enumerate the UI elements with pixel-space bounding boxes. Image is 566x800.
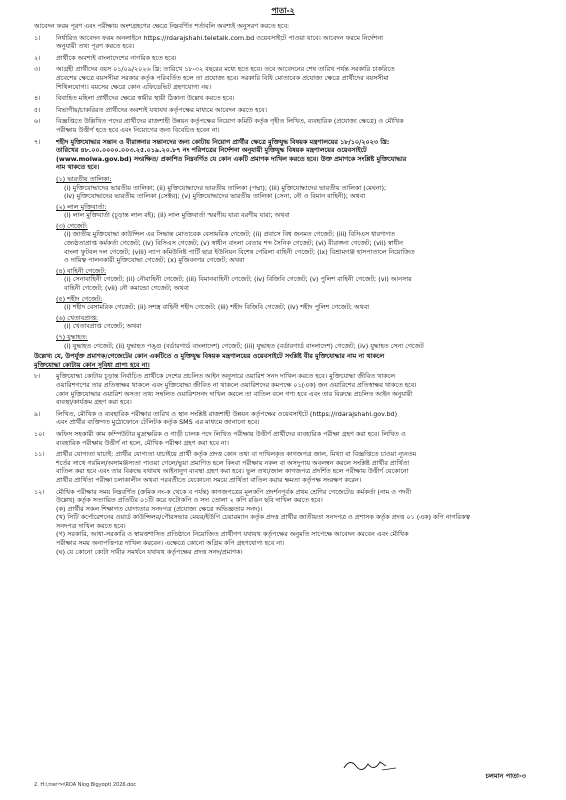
item-text	[56, 430, 534, 447]
subsection-line: (i) সেনাবাহিনী গেজেট; (ii) নৌবাহিনী গেজেট; (iii) বিমানবাহিনী গেজেট; (iv) বিজিবি গেজেট; (v) পুলিশ বাহিনী গেজেট; (vi) আনসার	[64, 275, 412, 284]
subsection-line: বাহিনী গেজেট; (vii) নৌ কমান্ডো গেজেট; অথবা	[64, 284, 189, 293]
item-line: প্রার্থীকে অবশ্যই বাংলাদেশের নাগরিক হতে হবে।	[56, 53, 177, 62]
subsection-line: (i) মুক্তিযোদ্ধাদের ভারতীয় তালিকা; (ii) মুক্তিযোদ্ধাদের ভারতীয় তালিকা (পদ্মা); (iii) মুক্তিযোদ্ধাদের ভারতীয় তালিকা (মেঘনা);	[64, 183, 387, 192]
item7-line: শহীদ মুক্তিযোদ্ধার সন্তান ও বীরাঙ্গনার সন্তানদের জন্য কোটায় নিয়োগ প্রার্থীর ক্ষেত্রে মুক্তিযুদ্ধ বিষয়ক মন্ত্রণালয়ের ১৮/১০/২০২৩ খ্রি:	[56, 137, 390, 146]
proof-subsection	[56, 333, 534, 350]
subsection-heading: (২) লাল মুক্তিবার্তা:	[56, 202, 107, 211]
subsection-line: (i) যুদ্ধাহত গেজেট; (ii) যুদ্ধাহত পঙ্গু (বর্ডারগার্ড বাংলাদেশ) গেজেট; (iii) যুদ্ধাহত (বর্ডারগার্ড বাংলাদেশ) গেজেট; (iv) যুদ্ধাহত সেনা গেজেট	[64, 341, 424, 350]
item-number: ১।	[34, 33, 41, 42]
item-line: লিখিত, মৌখিক ও ব্যবহারিক পরীক্ষার তারিখ ও স্থান সংশ্লিষ্ট রাজশাহী উন্নয়ন কর্তৃপক্ষের ওয়েবসাইটে (https://rdarajshahi.gov.bd)	[56, 409, 398, 418]
item-line: ওয়ারিশগণের তার প্রতিস্বাক্ষর থাকলে এবং মুক্তিযোদ্ধা জীবিত না থাকলে ওয়ারিশদের কমপক্ষে ০১(এক) জন ওয়ারিশের প্রতিস্বাক্ষর থাকতে হবে।	[56, 380, 417, 389]
proof-subsection	[56, 203, 534, 220]
subsection-line: (i) লাল মুক্তিবার্তা (চূড়ান্ত লাল বই); (ii) লাল মুক্তিবার্তা স্মরণীয় যারা বরণীয় যারা; অথবা	[64, 211, 290, 220]
item-line: বিবাহিত মহিলা প্রার্থীদের ক্ষেত্রে স্বামীর স্থায়ী ঠিকানা উল্লেখ করতে হবে।	[56, 94, 235, 103]
subsection-line: (i) শহীদ বেসামরিক গেজেট; (ii) সশস্ত্র বাহিনী শহীদ গেজেট; (iii) শহীদ বিজিবি গেজেট; (iv) শহীদ পুলিশ গেজেট; অথবা	[64, 303, 370, 312]
subsection-line: ও দায়িত্ব পালনকারী মুক্তিযোদ্ধা গেজেট; (x) মুজিবনগর গেজেট; অথবা	[64, 256, 245, 265]
condition-item	[34, 117, 534, 134]
item-line: (খ) সিটি কর্পোরেশনের ওয়ার্ড কাউন্সিলর/পৌরসভার মেয়র/ইউপি চেয়ারম্যান কর্তৃক প্রদত্ত প্রার্থীর জাতীয়তা সনদপত্র ও প্রশাসক কর্তৃক প্রদত্ত ০১ (এক) কপি নাগরিকত্ব	[56, 513, 470, 522]
item-line: অফিস সহকারী কাম কম্পিউটার মুদ্রাক্ষরিক ও গাড়ী চালক পদে লিখিত পরীক্ষায় উত্তীর্ণ প্রার্থীদের ব্যবহারিক পরীক্ষা গ্রহণ করা হবে। লিখিত ও	[56, 429, 406, 438]
item-text	[56, 94, 534, 103]
item-line: পরীক্ষার সময় অনাপত্তিপত্র দাখিল করবেন। এক্ষেত্রে কোনো অগ্রিম কপি গ্রহণযোগ্য হবে না।	[56, 539, 285, 548]
item-number: ১১।	[34, 450, 45, 459]
item-number: ৯।	[34, 409, 41, 418]
conditions-list-continued	[34, 372, 534, 556]
item-text	[56, 117, 534, 134]
condition-item-7	[34, 138, 534, 172]
item-text	[56, 410, 534, 427]
condition-item	[34, 54, 534, 63]
proof-subsection	[56, 295, 534, 312]
item-line: শর্তের সাথে গরমিল/অসামঞ্জস্যতা পাওয়া গেলে/ভুয়া প্রমাণিত হলে কিংবা পরীক্ষায় নকল বা অসদুপায় অবলম্বন করলে সংশ্লিষ্ট প্রার্থীর প্রার্থিতা	[56, 458, 410, 467]
item-line: সনদপত্র দাখিল করতে হবে।	[56, 521, 126, 530]
page-number: পাতা-২	[271, 6, 295, 15]
item-text	[56, 54, 534, 63]
item-line: প্রার্থীর যোগ্যতা যাচাই: প্রার্থীর যোগ্যতা যাচাইয়ে প্রার্থী কর্তৃক প্রদত্ত কোন তথ্য বা দাখিলকৃত কাগজপত্র জাল, মিথ্যা বা বিজ্ঞপ্তিতে চাওয়া ন্যূনতম	[56, 450, 417, 459]
item7-line: নাম থাকতে হবে।	[56, 163, 100, 172]
item-text	[56, 34, 534, 51]
proof-subsections	[34, 175, 534, 350]
subsection-heading: (৪) বাহিনী গেজেট:	[56, 266, 107, 275]
item-line: ব্যবস্থা/কার্যক্রম গ্রহণ করা হবে।	[56, 398, 132, 407]
item-line: শিথিলযোগ্য। বয়সের ক্ষেত্রে কোন এফিডেভিট গ্রহণযোগ্য নয়।	[56, 82, 212, 91]
item-line: এবং প্রার্থীর ব্যক্তিগত মুঠোফোনে টেলিটক কর্তৃক SMS এর মাধ্যমে জানানো হবে।	[56, 418, 260, 427]
item-number: ৪।	[34, 94, 41, 103]
continued-label: চলমান পাতা-৩	[485, 772, 526, 780]
intro-text: আবেদন ফরম পূরণ এবং পরীক্ষায় অংশগ্রহণের ক্ষেত্রে নিম্নবর্ণিত শর্তাবলি অবশ্যই অনুসরণ করতে হবে:	[34, 22, 290, 30]
item-number: ১০।	[34, 429, 45, 438]
item-number: ১২।	[34, 487, 45, 496]
file-path: 2. H:\প্রজ্ঞাপন\RDA Niog Bigyopti 2026.doc	[34, 782, 137, 788]
item-number: ৮।	[34, 372, 41, 381]
item-line: বাতিল করা হবে এবং তার বিরুদ্ধে যথাযথ আইনানুগ ব্যবস্থা গ্রহণ করা হবে। ভুল তথ্য/জাল কাগজপত্র প্রদর্শিত হলে পরীক্ষায় উত্তীর্ণ যেকোনো	[56, 467, 409, 476]
item-text	[56, 488, 534, 557]
item-text	[56, 450, 534, 484]
item-number: ২।	[34, 53, 41, 62]
item-line: মুক্তিযোদ্ধা কোটায় চূড়ান্ত নির্বাচিত প্রার্থীকে দেশের প্রচলিত আইন অনুসারে ওয়ারিশ সনদ দাখিল করতে হবে। মুক্তিযোদ্ধা জীবিত থাকলে	[56, 372, 395, 381]
item-number: ৫।	[34, 105, 41, 114]
subsection-line: (i) জাতীয় মুক্তিযোদ্ধা কাউন্সিল এর সিদ্ধান্ত মোতাবেক বেসামরিক গেজেট; (ii) প্রবাসে বিশ্ব জনমত গেজেট; (iii) বিসিএস ধারণাগত	[64, 230, 395, 239]
note-line: উল্লেখ্য যে, উপর্যুক্ত প্রমাণক/গেজেটের কোন একটিতে ও মুক্তিযুদ্ধ বিষয়ক মন্ত্রণালয়ের ওয়েবসাইটে সংশ্লিষ্ট বীর মুক্তিযোদ্ধার নাম না থাকলে	[34, 352, 385, 361]
condition-item	[34, 430, 534, 447]
item-line: নির্ধারিত আবেদন ফরম অনলাইনে https://rdarajshahi.teletalk.com.bd ওয়েবসাইটে পাওয়া যাবে। আবেদন ফরমে নির্দেশনা	[56, 33, 383, 42]
condition-item	[34, 94, 534, 103]
subsection-line: (iv) মুক্তিযোদ্ধাদের ভারতীয় তালিকা (সেক্টর); (v) মুক্তিযোদ্ধাদের ভারতীয় তালিকা (সেনা, নৌ ও বিমান বাহিনী); অথবা	[64, 192, 366, 201]
item-line: আগ্রহী প্রার্থীদের বয়স ০১/০৯/২০২৬ খ্রি: তারিখে ১৮-৩২ বছরের মধ্যে হতে হবে। তবে আবেদনের শেষ তারিখ পর্যন্ত সরকারি চাকরিতে	[56, 65, 395, 74]
subsection-line: জ্যেষ্ঠতাপ্রাপ্ত কর্মকর্তা গেজেট; (iv) বিসিএস গেজেট; (v) স্বাধীন বাংলা বেতার শব্দ সৈনিক গেজেট; (vi) বীরাঙ্গনা গেজেট; (vii) স্বাধীন	[64, 239, 403, 248]
item7-line: তারিখের ৪৮.০০.০০০০.০০৩.২৫.০১৯.২০.৮৭ নং পরিপত্রের নির্দেশনা অনুযায়ী মুক্তিযুদ্ধ বিষয়ক মন্ত্রণালয়ের ওয়েবসাইটে	[56, 146, 367, 155]
condition-item	[34, 488, 534, 557]
item-line: অনুযায়ী তথ্য পূরণ করতে হবে।	[56, 42, 135, 51]
signature	[340, 754, 400, 780]
item-text	[56, 372, 534, 406]
item-line: পরীক্ষায় উত্তীর্ণ হতে হবে এবং নিয়োগের জন্য বিবেচিত হবেন না।	[56, 125, 220, 134]
item-line: প্রবেশের ক্ষেত্রে বয়সসীমা সরকার কর্তৃক পরিবর্তিত হলে তা প্রযোজ্য হবে। সরকারি বিধি মোতাবেক প্রযোজ্য ক্ষেত্রে প্রার্থীদের বয়সসীমা	[56, 73, 389, 82]
subsection-heading: (৩) গেজেট:	[56, 221, 88, 230]
subsection-line: বাংলা ফুটবল দল গেজেট; (viii) ন্যাপ কমিউনিষ্ট পার্টি ছাত্র ইউনিয়ন বিশেষ গেরিলা বাহিনী গেজেট; (ix) বিশ্রামগঞ্জ হাসপাতালে নিয়োজিত	[64, 247, 415, 256]
proof-subsection	[56, 314, 534, 331]
item-number: ৩।	[34, 65, 41, 74]
condition-item	[34, 372, 534, 406]
condition-item	[34, 106, 534, 115]
proof-subsection	[56, 222, 534, 265]
note-line: মুক্তিযোদ্ধা কোটায় কোন সুবিধা প্রাপ্য হবে না।	[34, 360, 150, 369]
subsection-heading: (১) ভারতীয় তালিকা:	[56, 174, 112, 183]
item7-note	[34, 352, 534, 369]
item-line: মৌখিক পরীক্ষার সময় নিম্নবর্ণিত (ক্রমিক নং-ক থেকে ব পর্যন্ত) কাগজপত্রের মূলকপি প্রদর্শনপূর্বক প্রথম শ্রেণির গেজেটেড কর্মকর্তা (নাম ও পদবী	[56, 487, 412, 496]
item-line: (গ) সরকারি, আধা-সরকারি ও স্বায়ত্তশাসিত প্রতিষ্ঠানে নিয়োজিত প্রার্থীগণ যথাযথ কর্তৃপক্ষের অনুমতি সাপেক্ষে আবেদন করবেন এবং মৌখিক	[56, 530, 409, 539]
proof-subsection	[56, 267, 534, 293]
item-line: (ক) প্রার্থীর সকল শিক্ষাগত যোগ্যতার সনদপত্র (প্রযোজ্য ক্ষেত্রে অভিজ্ঞতার সনদ)।	[56, 504, 263, 513]
item-line: বিজ্ঞপ্তিতে উল্লিখিত পদের প্রার্থীদের রাজশাহী উন্নয়ন কর্তৃপক্ষের নিয়োগ কমিটি কর্তৃক গৃহীত লিখিত, ব্যবহারিক (প্রযোজ্য ক্ষেত্রে) ও মৌখিক	[56, 117, 404, 126]
item-text	[56, 65, 534, 91]
subsection-line: (i) খেতাবপ্রাপ্ত গেজেট; অথবা	[64, 322, 142, 331]
document-body	[34, 22, 534, 559]
item-number: ৬।	[34, 117, 41, 126]
item-line: কোন মুক্তিযোদ্ধার ওয়ারিশ অসত্য তথ্য সম্বলিত ওয়ারিশসনদ দাখিল করলে তা বাতিল বলে গণ্য হবে এবং তার বিরুদ্ধে প্রচলিত আইন অনুযায়ী	[56, 389, 413, 398]
item-line: বিভাগীয়/চাকরিরত প্রার্থীদের অবশ্যই যথাযথ কর্তৃপক্ষের মাধ্যমে আবেদন করতে হবে।	[56, 105, 267, 114]
subsection-heading: (৭) যুদ্ধাহত:	[56, 333, 88, 341]
item7-line: (www.molwa.gov.bd) সংরক্ষিত/ প্রকাশিত নিম্নবর্ণিত যে কোন একটি প্রমাণক দাখিল করতে হবে। উক্ত প্রমাণকে সংশ্লিষ্ট মুক্তিযোদ্ধার	[56, 154, 407, 163]
item-text	[56, 106, 534, 115]
item-line: প্রার্থীর প্রার্থিতা পরীক্ষা চলাকালীন অথবা পরবর্তীতে যেকোনো সময়ে প্রার্থিতা বাতিল করার ক্ষমতা কর্তৃপক্ষ সংরক্ষণ করেন।	[56, 475, 361, 484]
conditions-list	[34, 34, 534, 135]
condition-item	[34, 34, 534, 51]
condition-item	[34, 410, 534, 427]
item-number: ৭।	[34, 137, 41, 146]
subsection-heading: (৫) শহীদ গেজেট:	[56, 294, 103, 303]
item-text	[56, 138, 534, 172]
condition-item	[34, 450, 534, 484]
subsection-heading: (৬) খেতাবপ্রাপ্ত:	[56, 313, 99, 322]
item-line: (ঘ) যে কোনো কোটা দাবীর সমর্থনে যথাযথ কর্তৃপক্ষের প্রদত্ত সনদ/প্রমাণক।	[56, 547, 243, 556]
proof-subsection	[56, 175, 534, 201]
item-line: ব্যবহারিক পরীক্ষায় উত্তীর্ণ না হলে, মৌখিক পরীক্ষা গ্রহণ করা হবে না।	[56, 438, 229, 447]
item-line: উল্লেখ) কর্তৃক সত্যায়িত প্রতিটির ০১টি করে ফটোকপি ও সদ্য তোলা ২ কপি রঙিন ছবি দাখিল করতে হবে।	[56, 496, 323, 505]
condition-item	[34, 65, 534, 91]
